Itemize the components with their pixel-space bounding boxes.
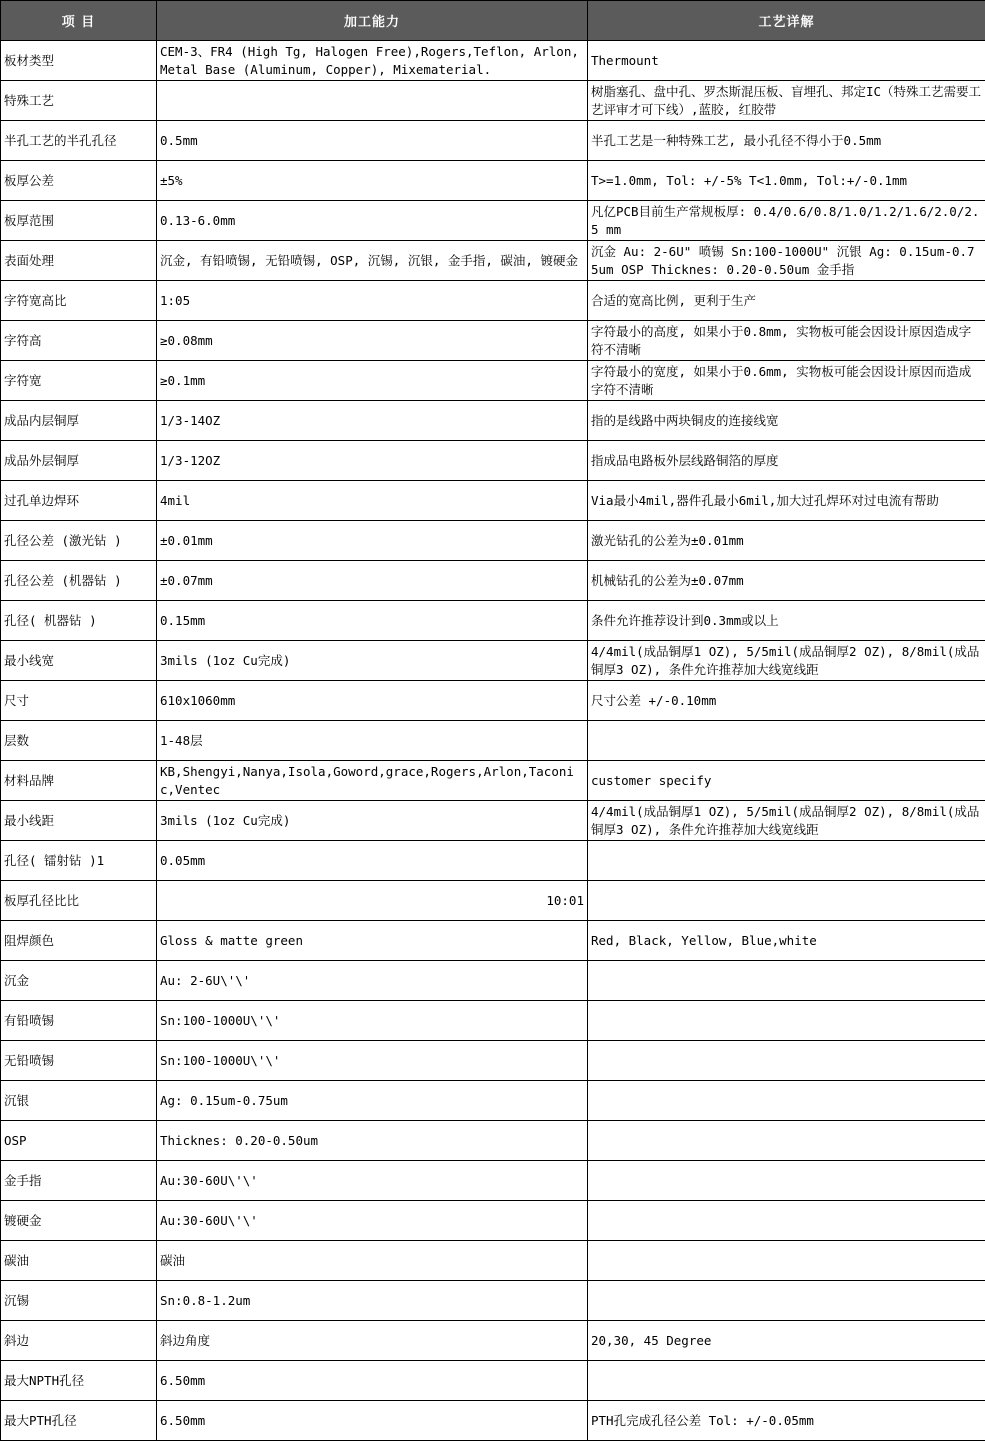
cell-detail xyxy=(588,881,985,921)
table-row xyxy=(1,321,985,361)
cell-capability: Thicknes: 0.20-0.50um xyxy=(157,1121,588,1161)
table-row xyxy=(1,1281,985,1321)
cell-capability: 4mil xyxy=(157,481,588,521)
cell-capability: 0.15mm xyxy=(157,601,588,641)
cell-detail: 条件允许推荐设计到0.3mm或以上 xyxy=(588,601,985,641)
cell-item: 孔径( 机器钻 ) xyxy=(1,601,157,641)
cell-item: 阻焊颜色 xyxy=(1,921,157,961)
cell-item: 最小线距 xyxy=(1,801,157,841)
cell-detail: 凡亿PCB目前生产常规板厚: 0.4/0.6/0.8/1.0/1.2/1.6/2.0/2.5 mm xyxy=(588,201,985,241)
table-row xyxy=(1,601,985,641)
table-row xyxy=(1,161,985,201)
cell-detail xyxy=(588,1121,985,1161)
cell-item: 孔径公差 (激光钻 ) xyxy=(1,521,157,561)
cell-capability: Sn:0.8-1.2um xyxy=(157,1281,588,1321)
cell-detail: 机械钻孔的公差为±0.07mm xyxy=(588,561,985,601)
header-detail: 工艺详解 xyxy=(588,1,985,41)
cell-detail: 尺寸公差 +/-0.10mm xyxy=(588,681,985,721)
cell-item: 过孔单边焊环 xyxy=(1,481,157,521)
cell-detail: 字符最小的高度, 如果小于0.8mm, 实物板可能会因设计原因造成字符不清晰 xyxy=(588,321,985,361)
cell-detail: 4/4mil(成品铜厚1 OZ), 5/5mil(成品铜厚2 OZ), 8/8mil(成品铜厚3 OZ), 条件允许推荐加大线宽线距 xyxy=(588,801,985,841)
cell-capability: 斜边角度 xyxy=(157,1321,588,1361)
cell-item: 板厚范围 xyxy=(1,201,157,241)
cell-capability: 6.50mm xyxy=(157,1401,588,1441)
table-row xyxy=(1,561,985,601)
cell-item: 最小线宽 xyxy=(1,641,157,681)
cell-item: 板厚公差 xyxy=(1,161,157,201)
cell-item: 特殊工艺 xyxy=(1,81,157,121)
table-row xyxy=(1,521,985,561)
cell-detail xyxy=(588,1161,985,1201)
cell-item: 字符宽 xyxy=(1,361,157,401)
cell-capability: Au:30-60U\'\' xyxy=(157,1201,588,1241)
cell-detail xyxy=(588,1201,985,1241)
cell-capability: KB,Shengyi,Nanya,Isola,Goword,grace,Rogers,Arlon,Taconic,Ventec xyxy=(157,761,588,801)
cell-capability: 1:05 xyxy=(157,281,588,321)
cell-capability: CEM-3、FR4 (High Tg, Halogen Free),Rogers,Teflon, Arlon, Metal Base (Aluminum, Copper), Mixematerial. xyxy=(157,41,588,81)
cell-detail xyxy=(588,961,985,1001)
table-row xyxy=(1,921,985,961)
cell-detail: 指成品电路板外层线路铜箔的厚度 xyxy=(588,441,985,481)
table-row xyxy=(1,1001,985,1041)
table-row xyxy=(1,1121,985,1161)
table-row xyxy=(1,201,985,241)
cell-item: OSP xyxy=(1,1121,157,1161)
cell-item: 字符高 xyxy=(1,321,157,361)
cell-item: 沉银 xyxy=(1,1081,157,1121)
cell-item: 孔径公差 (机器钻 ) xyxy=(1,561,157,601)
header-row xyxy=(1,1,985,41)
table-row xyxy=(1,1201,985,1241)
table-row xyxy=(1,81,985,121)
cell-item: 表面处理 xyxy=(1,241,157,281)
table-row xyxy=(1,881,985,921)
table-body xyxy=(1,41,985,1441)
cell-item: 镀硬金 xyxy=(1,1201,157,1241)
cell-item: 板材类型 xyxy=(1,41,157,81)
table-row xyxy=(1,721,985,761)
cell-detail: 树脂塞孔、盘中孔、罗杰斯混压板、盲埋孔、邦定IC（特殊工艺需要工艺评审才可下线）,蓝胶, 红胶带 xyxy=(588,81,985,121)
cell-detail: Red, Black, Yellow, Blue,white xyxy=(588,921,985,961)
cell-detail: 字符最小的宽度, 如果小于0.6mm, 实物板可能会因设计原因而造成字符不清晰 xyxy=(588,361,985,401)
table-row xyxy=(1,641,985,681)
cell-capability: ≥0.08mm xyxy=(157,321,588,361)
cell-capability: 3mils (1oz Cu完成) xyxy=(157,801,588,841)
cell-detail: 半孔工艺是一种特殊工艺, 最小孔径不得小于0.5mm xyxy=(588,121,985,161)
table-row xyxy=(1,961,985,1001)
cell-capability: 沉金, 有铅喷锡, 无铅喷锡, OSP, 沉锡, 沉银, 金手指, 碳油, 镀硬金 xyxy=(157,241,588,281)
cell-capability: Au:30-60U\'\' xyxy=(157,1161,588,1201)
cell-capability: 0.13-6.0mm xyxy=(157,201,588,241)
table-row xyxy=(1,1321,985,1361)
cell-item: 碳油 xyxy=(1,1241,157,1281)
header-capability: 加工能力 xyxy=(157,1,588,41)
cell-detail: Thermount xyxy=(588,41,985,81)
cell-item: 尺寸 xyxy=(1,681,157,721)
cell-detail xyxy=(588,1001,985,1041)
table-row xyxy=(1,761,985,801)
header-item: 项 目 xyxy=(1,1,157,41)
cell-item: 沉金 xyxy=(1,961,157,1001)
cell-detail xyxy=(588,1241,985,1281)
cell-capability: ≥0.1mm xyxy=(157,361,588,401)
cell-detail: PTH孔完成孔径公差 Tol: +/-0.05mm xyxy=(588,1401,985,1441)
cell-capability: ±0.07mm xyxy=(157,561,588,601)
cell-detail xyxy=(588,1041,985,1081)
table-header xyxy=(1,1,985,41)
cell-detail: T>=1.0mm, Tol: +/-5% T<1.0mm, Tol:+/-0.1mm xyxy=(588,161,985,201)
cell-detail: 4/4mil(成品铜厚1 OZ), 5/5mil(成品铜厚2 OZ), 8/8mil(成品铜厚3 OZ), 条件允许推荐加大线宽线距 xyxy=(588,641,985,681)
table-row xyxy=(1,121,985,161)
cell-capability: 10:01 xyxy=(157,881,588,921)
table-row xyxy=(1,281,985,321)
cell-capability: ±5% xyxy=(157,161,588,201)
cell-detail xyxy=(588,1361,985,1401)
cell-item: 沉锡 xyxy=(1,1281,157,1321)
cell-item: 字符宽高比 xyxy=(1,281,157,321)
cell-capability: Sn:100-1000U\'\' xyxy=(157,1041,588,1081)
cell-detail: 合适的宽高比例, 更利于生产 xyxy=(588,281,985,321)
cell-detail: 指的是线路中两块铜皮的连接线宽 xyxy=(588,401,985,441)
cell-item: 无铅喷锡 xyxy=(1,1041,157,1081)
table-row xyxy=(1,681,985,721)
cell-capability: 1/3-14OZ xyxy=(157,401,588,441)
table-row xyxy=(1,801,985,841)
cell-item: 最大PTH孔径 xyxy=(1,1401,157,1441)
table-row xyxy=(1,1041,985,1081)
table-row xyxy=(1,401,985,441)
cell-detail xyxy=(588,841,985,881)
cell-capability: Sn:100-1000U\'\' xyxy=(157,1001,588,1041)
table-row xyxy=(1,1361,985,1401)
cell-detail: customer specify xyxy=(588,761,985,801)
cell-detail: 激光钻孔的公差为±0.01mm xyxy=(588,521,985,561)
table-row xyxy=(1,1401,985,1441)
table-row xyxy=(1,361,985,401)
cell-capability: 3mils (1oz Cu完成) xyxy=(157,641,588,681)
cell-capability: 碳油 xyxy=(157,1241,588,1281)
table-row xyxy=(1,441,985,481)
cell-capability: 0.5mm xyxy=(157,121,588,161)
cell-capability: 1/3-12OZ xyxy=(157,441,588,481)
cell-detail: 20,30, 45 Degree xyxy=(588,1321,985,1361)
cell-detail xyxy=(588,721,985,761)
cell-item: 孔径( 镭射钻 )1 xyxy=(1,841,157,881)
cell-capability: Gloss & matte green xyxy=(157,921,588,961)
cell-detail: 沉金 Au: 2-6U" 喷锡 Sn:100-1000U" 沉银 Ag: 0.15um-0.75um OSP Thicknes: 0.20-0.50um 金手指 xyxy=(588,241,985,281)
cell-capability: Au: 2-6U\'\' xyxy=(157,961,588,1001)
cell-item: 金手指 xyxy=(1,1161,157,1201)
cell-detail xyxy=(588,1281,985,1321)
table-row xyxy=(1,1241,985,1281)
cell-capability: 1-48层 xyxy=(157,721,588,761)
cell-capability: ±0.01mm xyxy=(157,521,588,561)
table-row xyxy=(1,241,985,281)
cell-item: 成品外层铜厚 xyxy=(1,441,157,481)
cell-item: 层数 xyxy=(1,721,157,761)
table-row xyxy=(1,481,985,521)
cell-detail: Via最小4mil,器件孔最小6mil,加大过孔焊环对过电流有帮助 xyxy=(588,481,985,521)
cell-capability: 0.05mm xyxy=(157,841,588,881)
cell-detail xyxy=(588,1081,985,1121)
cell-item: 最大NPTH孔径 xyxy=(1,1361,157,1401)
cell-item: 半孔工艺的半孔孔径 xyxy=(1,121,157,161)
cell-capability xyxy=(157,81,588,121)
cell-item: 材料品牌 xyxy=(1,761,157,801)
table-row xyxy=(1,1161,985,1201)
cell-item: 斜边 xyxy=(1,1321,157,1361)
cell-item: 板厚孔径比比 xyxy=(1,881,157,921)
cell-capability: Ag: 0.15um-0.75um xyxy=(157,1081,588,1121)
table-row xyxy=(1,41,985,81)
table-row xyxy=(1,841,985,881)
cell-item: 有铅喷锡 xyxy=(1,1001,157,1041)
cell-capability: 6.50mm xyxy=(157,1361,588,1401)
cell-capability: 610x1060mm xyxy=(157,681,588,721)
table-row xyxy=(1,1081,985,1121)
cell-item: 成品内层铜厚 xyxy=(1,401,157,441)
